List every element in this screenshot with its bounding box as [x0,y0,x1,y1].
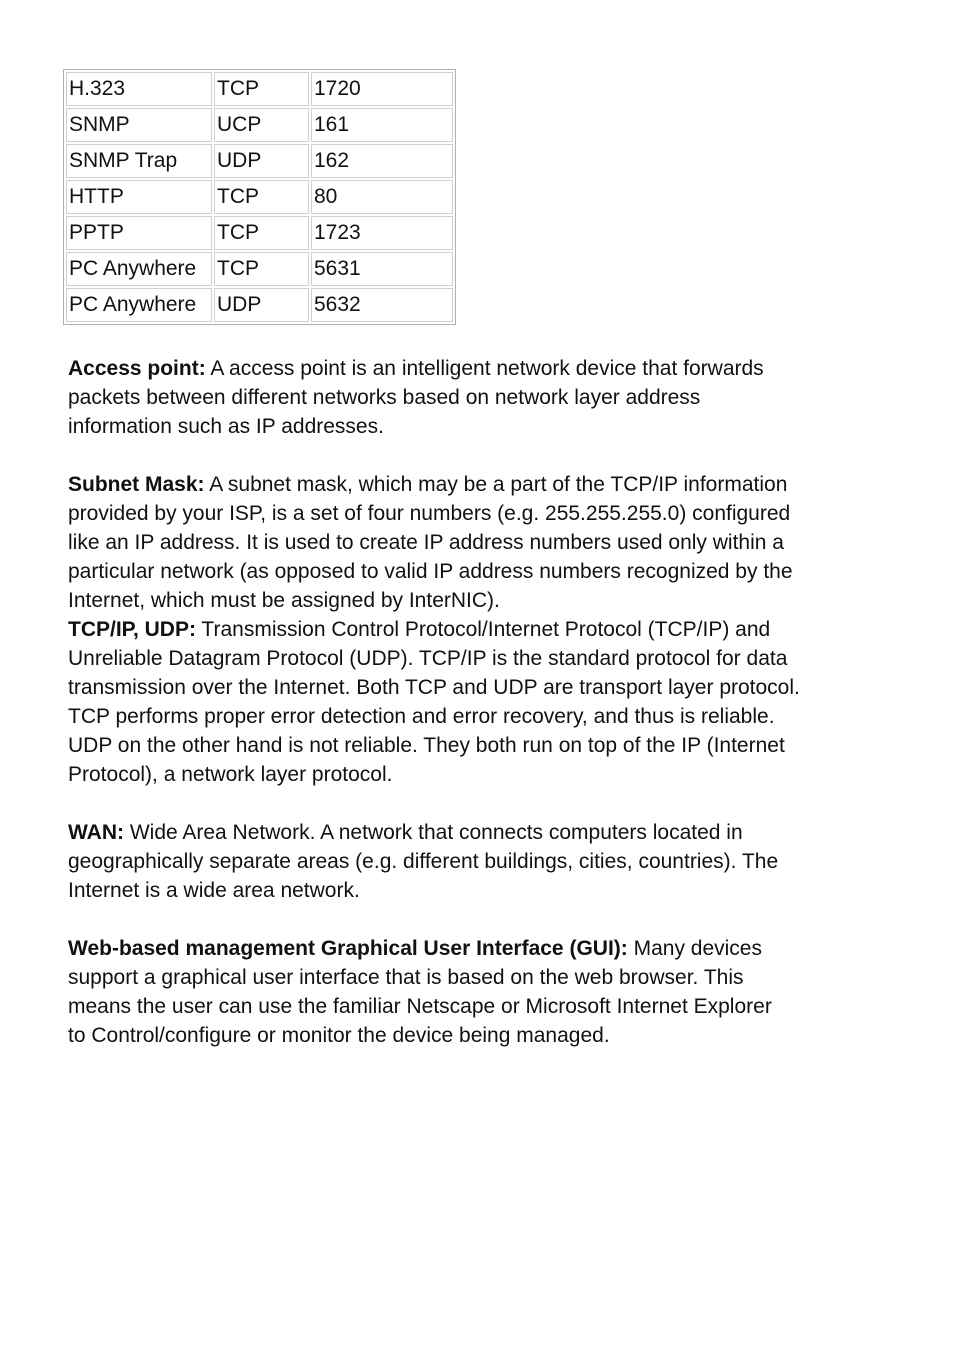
glossary-line: support a graphical user interface that is based on the web browser. This [68,966,744,989]
glossary-line: provided by your ISP, is a set of four numbers (e.g. 255.255.255.0) configured [68,502,791,525]
glossary-line: information such as IP addresses. [68,415,384,438]
service-cell: SNMP Trap [66,144,212,178]
glossary-term: WAN: [68,821,124,844]
paragraph-spacer [68,789,908,818]
glossary-line: Protocol), a network layer protocol. [68,763,393,786]
protocol-cell: TCP [214,252,309,286]
port-cell: 1723 [311,216,453,250]
port-cell: 162 [311,144,453,178]
glossary-line: Internet is a wide area network. [68,879,360,902]
glossary-entry-web-gui [68,934,908,1050]
protocol-cell: UDP [214,144,309,178]
table-row [66,72,453,106]
glossary-line: particular network (as opposed to valid IP address numbers recognized by the [68,560,793,583]
table-row [66,216,453,250]
table-row [66,180,453,214]
glossary-entry-tcp-ip-udp [68,615,908,789]
glossary-line: Transmission Control Protocol/Internet Protocol (TCP/IP) and [195,618,771,641]
glossary-entry-wan [68,818,908,905]
port-cell: 80 [311,180,453,214]
glossary-term: Subnet Mask: [68,473,205,496]
port-cell: 5632 [311,288,453,322]
glossary-term: Access point: [68,357,206,380]
table-row [66,288,453,322]
service-cell: HTTP [66,180,212,214]
glossary-line: packets between different networks based on network layer address [68,386,701,409]
port-cell: 5631 [311,252,453,286]
glossary-line: like an IP address. It is used to create IP address numbers used only within a [68,531,784,554]
glossary-entry-access-point [68,354,908,441]
table-row [66,144,453,178]
glossary-term: TCP/IP, UDP: [68,618,196,641]
service-cell: H.323 [66,72,212,106]
service-cell: PPTP [66,216,212,250]
protocol-cell: TCP [214,180,309,214]
paragraph-spacer [68,441,908,470]
service-cell: PC Anywhere [66,252,212,286]
glossary-line: A access point is an intelligent network device that forwards [205,357,764,380]
table-row [66,108,453,142]
table-row [66,252,453,286]
service-cell: SNMP [66,108,212,142]
glossary-line: Many devices [627,937,762,960]
port-cell: 161 [311,108,453,142]
protocol-cell: TCP [214,72,309,106]
protocol-cell: UCP [214,108,309,142]
glossary-entry-subnet-mask [68,470,908,615]
glossary-line: geographically separate areas (e.g. different buildings, cities, countries). The [68,850,779,873]
glossary-line: UDP on the other hand is not reliable. They both run on top of the IP (Internet [68,734,785,757]
paragraph-spacer [68,905,908,934]
service-cell: PC Anywhere [66,288,212,322]
port-cell: 1720 [311,72,453,106]
glossary-term: Web-based management Graphical User Interface (GUI): [68,937,628,960]
glossary-line: Unreliable Datagram Protocol (UDP). TCP/IP is the standard protocol for data [68,647,788,670]
glossary-line: A subnet mask, which may be a part of the TCP/IP information [204,473,788,496]
glossary-line: to Control/configure or monitor the device being managed. [68,1024,610,1047]
glossary-line: Wide Area Network. A network that connects computers located in [124,821,743,844]
protocol-cell: UDP [214,288,309,322]
glossary-text [68,354,908,1050]
protocol-cell: TCP [214,216,309,250]
ports-table [63,69,456,325]
glossary-line: means the user can use the familiar Netscape or Microsoft Internet Explorer [68,995,772,1018]
glossary-line: TCP performs proper error detection and error recovery, and thus is reliable. [68,705,775,728]
glossary-line: transmission over the Internet. Both TCP and UDP are transport layer protocol. [68,676,800,699]
glossary-line: Internet, which must be assigned by InterNIC). [68,589,500,612]
